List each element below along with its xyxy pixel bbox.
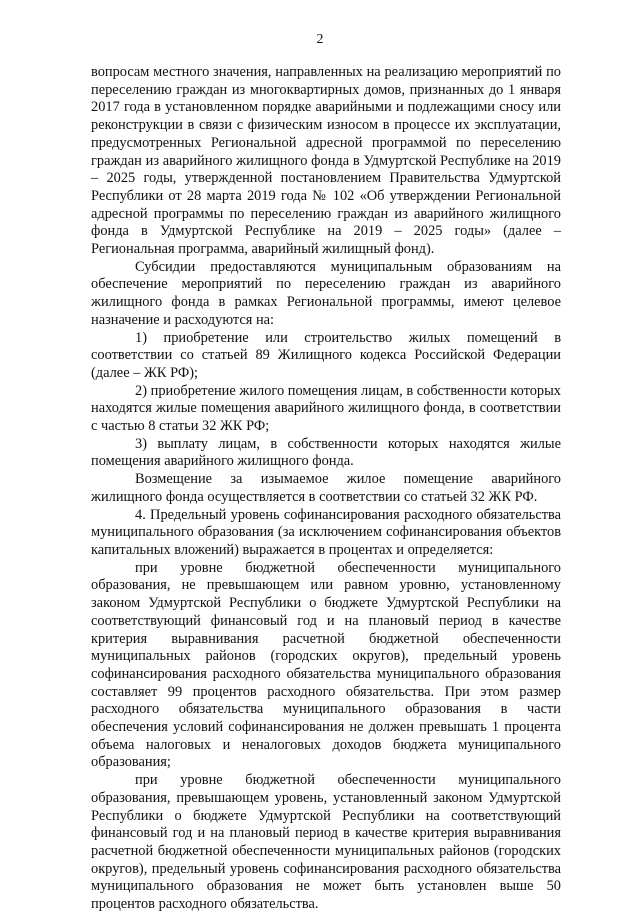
paragraph-subsidies: Субсидии предоставляются муниципальным образованиям на обеспечение мероприятий по переселению граждан из аварийного жилищного фонда в рамках Региональной программы, имеют целевое назначение и расходуются на:: [91, 258, 561, 328]
document-body: [91, 64, 561, 914]
paragraph-continuation: вопросам местного значения, направленных на реализацию мероприятий по переселению граждан из многоквартирных домов, признанных до 1 января 2017 года в установленном порядке аварийными и подлежащими сносу или реконструкции в связи с физическим износом в процессе их эксплуатации, предусмотренных Региональной адресной программой по переселению граждан из аварийного жилищного фонда в Удмуртской Республике на 2019 – 2025 годы, утвержденной постановлением Правительства Удмуртской Республики от 28 марта 2019 года № 102 «Об утверждении Региональной адресной программы по переселению граждан из аварийного жилищного фонда в Удмуртской Республике на 2019 – 2025 годы» (далее – Региональная программа, аварийный жилищный фонд).: [91, 64, 561, 258]
list-item-2: 2) приобретение жилого помещения лицам, в собственности которых находятся жилые помещения аварийного жилищного фонда, в соответствии с частью 8 статьи 32 ЖК РФ;: [91, 382, 561, 435]
list-item-1: 1) приобретение или строительство жилых помещений в соответствии со статьей 89 Жилищного кодекса Российской Федерации (далее – ЖК РФ);: [91, 329, 561, 381]
paragraph-clause-4: 4. Предельный уровень софинансирования расходного обязательства муниципального образования (за исключением софинансирования объектов капитальных вложений) выражается в процентах и определяется:: [91, 506, 561, 558]
paragraph-compensation: Возмещение за изымаемое жилое помещение аварийного жилищного фонда осуществляется в соответствии со статьей 32 ЖК РФ.: [91, 471, 561, 505]
paragraph-condition-high: при уровне бюджетной обеспеченности муниципального образования, превышающем уровень, установленный законом Удмуртской Республики о бюджете Удмуртской Республики на соответствующий финансовый год и на плановый период в качестве критерия выравнивания расчетной бюджетной обеспеченности муниципальных районов (городских округов), предельный уровень софинансирования расходного обязательства муниципального образования не может быть установлен выше 50 процентов расходного обязательства.: [91, 772, 561, 913]
paragraph-condition-low: при уровне бюджетной обеспеченности муниципального образования, не превышающем или равном уровню, установленному законом Удмуртской Республики о бюджете Удмуртской Республики на соответствующий финансовый год и на плановый период в качестве критерия выравнивания расчетной бюджетной обеспеченности муниципальных районов (городских округов), предельный уровень софинансирования расходного обязательства муниципального образования составляет 99 процентов расходного обязательства. При этом размер расходного обязательства муниципального образования в части обеспечения условий софинансирования не должен превышать 1 процента объема налоговых и неналоговых доходов бюджета муниципального образования;: [91, 559, 561, 771]
page-number: 2: [316, 32, 324, 47]
list-item-3: 3) выплату лицам, в собственности которых находятся жилые помещения аварийного жилищного фонда.: [91, 435, 561, 470]
